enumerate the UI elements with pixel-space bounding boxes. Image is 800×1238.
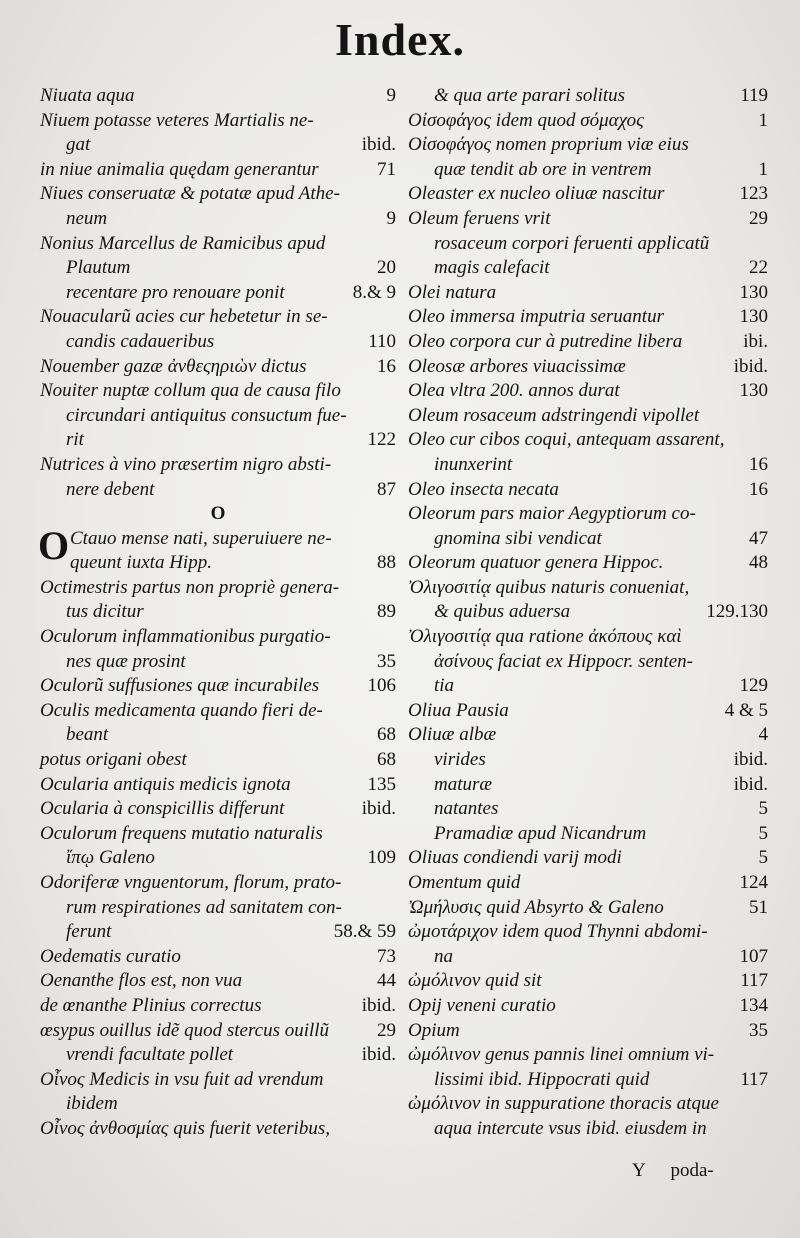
entry-text: Ocularia antiquis medicis ignota — [40, 773, 291, 795]
index-entry — [408, 896, 768, 921]
entry-text: Nutrices à vino præsertim nigro absti- — [40, 453, 332, 475]
entry-text: Oliuæ albæ — [408, 724, 497, 746]
index-entry — [408, 650, 768, 675]
page-reference: 119 — [740, 85, 768, 106]
entry-text: tia — [434, 675, 455, 697]
index-entry — [40, 502, 396, 527]
index-entry — [408, 723, 768, 748]
entry-text: ὠμόλινον genus pannis linei omnium vi- — [408, 1044, 715, 1066]
entry-text: Oedematis curatio — [40, 945, 181, 967]
index-entry — [408, 207, 768, 232]
entry-text: natantes — [434, 798, 499, 820]
entry-text: Opij veneni curatio — [408, 994, 556, 1016]
index-entry — [40, 281, 396, 306]
index-entry — [408, 699, 768, 724]
index-entry — [40, 305, 396, 330]
entry-text: Oleo insecta necata — [408, 478, 559, 500]
page-reference: 130 — [739, 281, 768, 303]
entry-text: & quibus aduersa — [434, 601, 571, 623]
page-reference: 35 — [749, 1019, 768, 1041]
entry-text: recentare pro renouare ponit — [66, 281, 285, 303]
index-entry — [408, 600, 768, 625]
entry-text: Oculorũ suffusiones quæ incurabiles — [40, 675, 320, 697]
drop-cap: O — [38, 522, 70, 568]
entry-text: Oculorum inflammationibus purgatio- — [40, 626, 331, 648]
index-entry — [408, 355, 768, 380]
index-entry — [408, 305, 768, 330]
entry-text: beant — [66, 724, 109, 746]
page-reference: ibid. — [361, 1044, 396, 1066]
page-reference: 58.& 59 — [333, 921, 396, 943]
page-reference: 8.& 9 — [352, 281, 396, 303]
entry-text: Oleum feruens vrit — [408, 207, 551, 229]
entry-text: maturæ — [434, 773, 493, 795]
index-entry — [408, 379, 768, 404]
page-reference: 87 — [377, 478, 396, 500]
page-reference: 109 — [367, 847, 396, 869]
page-reference: 73 — [377, 945, 396, 967]
entry-text: ὠμόλινον in suppuratione thoracis atque — [408, 1093, 719, 1115]
entry-text: Opium — [408, 1019, 460, 1041]
page-reference: 47 — [749, 527, 768, 549]
entry-text: rosaceum corpori feruenti applicatũ — [434, 232, 710, 254]
page-reference: ibid. — [733, 355, 768, 377]
index-entry — [40, 600, 396, 625]
page-reference: 51 — [749, 896, 768, 918]
index-entry — [40, 699, 396, 724]
page-reference: 9 — [386, 85, 396, 106]
signature-line — [632, 1160, 714, 1182]
page-reference: 48 — [749, 552, 768, 574]
entry-text: vrendi facultate pollet — [66, 1044, 234, 1066]
entry-text: candis cadaueribus — [66, 330, 215, 352]
index-entry — [40, 748, 396, 773]
index-entry — [408, 945, 768, 970]
entry-text: ἀσίνους faciat ex Hippocr. senten- — [434, 650, 693, 672]
index-column-left — [40, 84, 396, 1142]
index-entry — [40, 1092, 396, 1117]
page-reference: 44 — [377, 970, 396, 992]
index-entry — [40, 1043, 396, 1068]
index-entry — [40, 576, 396, 601]
entry-text: Oenanthe flos est, non vua — [40, 970, 243, 992]
entry-text: Octimestris partus non propriè genera- — [40, 576, 340, 598]
page-reference: 4 — [758, 724, 768, 746]
page-reference: 106 — [367, 675, 396, 697]
page-reference: 71 — [377, 158, 396, 180]
index-entry — [408, 846, 768, 871]
index-entry — [408, 281, 768, 306]
entry-text: Nouiter nuptæ collum qua de causa filo — [40, 380, 341, 402]
index-entry — [408, 1092, 768, 1117]
entry-text: ferunt — [66, 921, 112, 943]
index-entry — [408, 822, 768, 847]
page-reference: ibid. — [361, 798, 396, 820]
entry-text: ἴπῳ Galeno — [66, 847, 155, 869]
index-entry — [408, 109, 768, 134]
index-entry — [40, 822, 396, 847]
index-entry — [408, 453, 768, 478]
page-reference: 5 — [758, 798, 768, 820]
entry-text: Niues conseruatæ & potatæ apud Athe- — [40, 183, 340, 205]
index-entry — [40, 650, 396, 675]
entry-text: aqua intercute vsus ibid. eiusdem in — [434, 1117, 707, 1139]
page-reference: 16 — [749, 453, 768, 475]
entry-text: & qua arte parari solitus — [434, 85, 626, 106]
index-entry — [408, 576, 768, 601]
index-entry — [40, 256, 396, 281]
entry-text: tus dicitur — [66, 601, 144, 623]
page-reference: ibid. — [733, 773, 768, 795]
index-entry — [40, 1068, 396, 1093]
index-entry — [40, 158, 396, 183]
index-entry — [408, 797, 768, 822]
index-entry — [408, 625, 768, 650]
index-entry — [40, 478, 396, 503]
entry-text: Plautum — [66, 257, 131, 279]
page-reference: 29 — [377, 1019, 396, 1041]
entry-text: Ctauo mense nati, superuiuere ne- — [70, 527, 332, 549]
page-title: Index. — [335, 14, 465, 65]
entry-text: Ὀλιγοσιτίᾳ quibus naturis conueniat, — [408, 576, 690, 598]
index-entry — [40, 969, 396, 994]
entry-text: circundari antiquitus consuctum fue- — [66, 404, 347, 426]
entry-text: potus origani obest — [40, 749, 187, 771]
index-entry — [408, 551, 768, 576]
index-entry — [408, 232, 768, 257]
entry-text: Οἰσοφάγος idem quod σόμαχος — [408, 109, 644, 131]
page-reference: 134 — [739, 994, 768, 1016]
index-entry — [40, 797, 396, 822]
entry-text: Oleo immersa imputria seruantur — [408, 306, 664, 328]
entry-text: Oleorum quatuor genera Hippoc. — [408, 552, 664, 574]
page-reference: 117 — [740, 970, 768, 992]
page-reference: 124 — [739, 872, 768, 893]
entry-text: Nouember gazæ ἀνθεςηριὼν dictus — [40, 355, 307, 377]
index-entry — [40, 133, 396, 158]
entry-text: Nonius Marcellus de Ramicibus apud — [40, 232, 326, 254]
index-entry — [408, 158, 768, 183]
entry-text: Oleo cur cibos coqui, antequam assarent, — [408, 429, 725, 451]
index-entry — [408, 256, 768, 281]
index-entry — [408, 428, 768, 453]
page-reference: 130 — [739, 306, 768, 328]
index-entry — [40, 207, 396, 232]
index-entry — [40, 896, 396, 921]
index-entry — [408, 748, 768, 773]
index-entry — [408, 674, 768, 699]
page-reference: 129.130 — [706, 601, 768, 623]
page-reference: 5 — [758, 847, 768, 869]
entry-text: gat — [66, 134, 91, 156]
index-entry — [408, 773, 768, 798]
entry-text: rit — [66, 429, 84, 451]
entry-text: nes quæ prosint — [66, 650, 186, 672]
page-reference: 110 — [368, 330, 396, 352]
entry-text: de œnanthe Plinius correctus — [40, 994, 262, 1016]
index-entry — [40, 1019, 396, 1044]
entry-text: neum — [66, 207, 108, 229]
entry-text: ὠμόλινον quid sit — [408, 970, 542, 992]
index-entry — [40, 674, 396, 699]
page-reference: 5 — [758, 822, 768, 844]
page-reference: 16 — [749, 478, 768, 500]
page-reference: ibi. — [743, 330, 768, 352]
index-entry — [408, 871, 768, 896]
entry-text: Oculis medicamenta quando fieri de- — [40, 699, 323, 721]
page-reference: ibid. — [361, 994, 396, 1016]
entry-text: lissimi ibid. Hippocrati quid — [434, 1068, 650, 1090]
index-entry — [408, 84, 768, 109]
page-reference: 20 — [377, 257, 396, 279]
entry-text: Oleo corpora cur à putredine libera — [408, 330, 683, 352]
entry-text: magis calefacit — [434, 257, 550, 279]
entry-text: Ὠμήλυσις quid Absyrto & Galeno — [408, 896, 664, 918]
entry-text: Olei natura — [408, 281, 497, 303]
entry-text: Oleorum pars maior Aegyptiorum co- — [408, 503, 696, 525]
index-entry — [408, 330, 768, 355]
entry-text: Oleaster ex nucleo oliuæ nascitur — [408, 183, 665, 205]
page-reference: 35 — [377, 650, 396, 672]
index-entry — [408, 1117, 768, 1142]
entry-text: Niuem potasse veteres Martialis ne- — [40, 109, 314, 131]
index-entry — [408, 994, 768, 1019]
index-entry — [40, 453, 396, 478]
index-entry — [40, 232, 396, 257]
index-column-right — [408, 84, 768, 1142]
entry-text: inunxerint — [434, 453, 513, 475]
page-reference: 129 — [739, 675, 768, 697]
page-reference: 89 — [377, 601, 396, 623]
page-reference: 123 — [739, 183, 768, 205]
entry-text: queunt iuxta Hipp. — [70, 552, 212, 574]
entry-text: quæ tendit ab ore in ventrem — [434, 158, 652, 180]
index-entry — [408, 478, 768, 503]
entry-text: virides — [434, 749, 486, 771]
entry-text: Οἶνος Medicis in vsu fuit ad vrendum — [40, 1068, 324, 1090]
page-reference: 107 — [739, 945, 768, 967]
entry-text: Odoriferæ vnguentorum, florum, prato- — [40, 872, 342, 893]
index-entry — [408, 920, 768, 945]
entry-text: œsypus ouillus idẽ quod stercus ouillũ — [40, 1019, 330, 1041]
index-entry — [408, 527, 768, 552]
index-entry — [40, 428, 396, 453]
entry-text: Oleum rosaceum adstringendi vipollet — [408, 404, 700, 426]
page-reference: 122 — [367, 429, 396, 451]
index-entry — [408, 182, 768, 207]
page-reference: 1 — [758, 158, 768, 180]
page-reference: 1 — [758, 109, 768, 131]
entry-text: Oliuas condiendi varij modi — [408, 847, 622, 869]
page-reference: 68 — [377, 749, 396, 771]
entry-text: in niue animalia quędam generantur — [40, 158, 319, 180]
catchword: poda- — [670, 1160, 714, 1181]
page-reference: 9 — [386, 207, 396, 229]
page-reference: 22 — [749, 257, 768, 279]
entry-text: Οἶνος ἀνθοσμίας quis fuerit veteribus, — [40, 1117, 330, 1139]
entry-text: Pramadiæ apud Nicandrum — [434, 822, 647, 844]
page-reference: 135 — [367, 773, 396, 795]
signature-mark: Y — [632, 1160, 646, 1181]
index-entry — [408, 404, 768, 429]
page-reference: 68 — [377, 724, 396, 746]
index-entry — [40, 625, 396, 650]
entry-text: Niuata aqua — [40, 85, 135, 106]
index-entry — [408, 1019, 768, 1044]
entry-text: ὠμοτάριχον idem quod Thynni abdomi- — [408, 921, 708, 943]
entry-text: Οἰσοφάγος nomen proprium viæ eius — [408, 134, 689, 156]
entry-text: nere debent — [66, 478, 155, 500]
page-reference: ibid. — [361, 134, 396, 156]
page-reference: 117 — [740, 1068, 768, 1090]
entry-text: Oculorum frequens mutatio naturalis — [40, 822, 323, 844]
page-reference: 29 — [749, 207, 768, 229]
entry-text: Oleosæ arbores viuacissimæ — [408, 355, 626, 377]
entry-text: gnomina sibi vendicat — [434, 527, 602, 549]
entry-text: Nouacularũ acies cur hebetetur in se- — [40, 306, 328, 328]
index-entry — [408, 133, 768, 158]
entry-text: Olea vltra 200. annos durat — [408, 380, 620, 402]
entry-text: Ocularia à conspicillis differunt — [40, 798, 285, 820]
index-entry — [408, 502, 768, 527]
index-entry — [40, 1117, 396, 1142]
index-entry — [40, 871, 396, 896]
page-reference: 16 — [377, 355, 396, 377]
index-entry — [408, 1068, 768, 1093]
entry-text: O — [210, 503, 226, 525]
page-reference: 88 — [377, 552, 396, 574]
entry-text: Oliua Pausia — [408, 699, 509, 721]
index-entry — [40, 773, 396, 798]
page-reference: 4 & 5 — [724, 699, 768, 721]
index-entry — [40, 551, 396, 576]
index-entry — [40, 330, 396, 355]
index-entry — [40, 723, 396, 748]
index-entry — [40, 945, 396, 970]
index-entry — [408, 969, 768, 994]
page-reference: ibid. — [733, 749, 768, 771]
index-entry — [40, 404, 396, 429]
entry-text: rum respirationes ad sanitatem con- — [66, 896, 342, 918]
index-entry — [40, 109, 396, 134]
index-entry — [408, 1043, 768, 1068]
index-entry — [40, 994, 396, 1019]
index-entry — [40, 846, 396, 871]
entry-text: ibidem — [66, 1093, 118, 1115]
index-entry — [40, 379, 396, 404]
entry-text: Omentum quid — [408, 872, 521, 893]
index-entry — [40, 355, 396, 380]
entry-text: Ὀλιγοσιτίᾳ qua ratione ἀκόπους καὶ — [408, 626, 682, 648]
page-reference: 130 — [739, 380, 768, 402]
entry-text: na — [434, 945, 453, 967]
index-entry — [40, 182, 396, 207]
index-entry — [40, 920, 396, 945]
index-entry — [40, 84, 396, 109]
